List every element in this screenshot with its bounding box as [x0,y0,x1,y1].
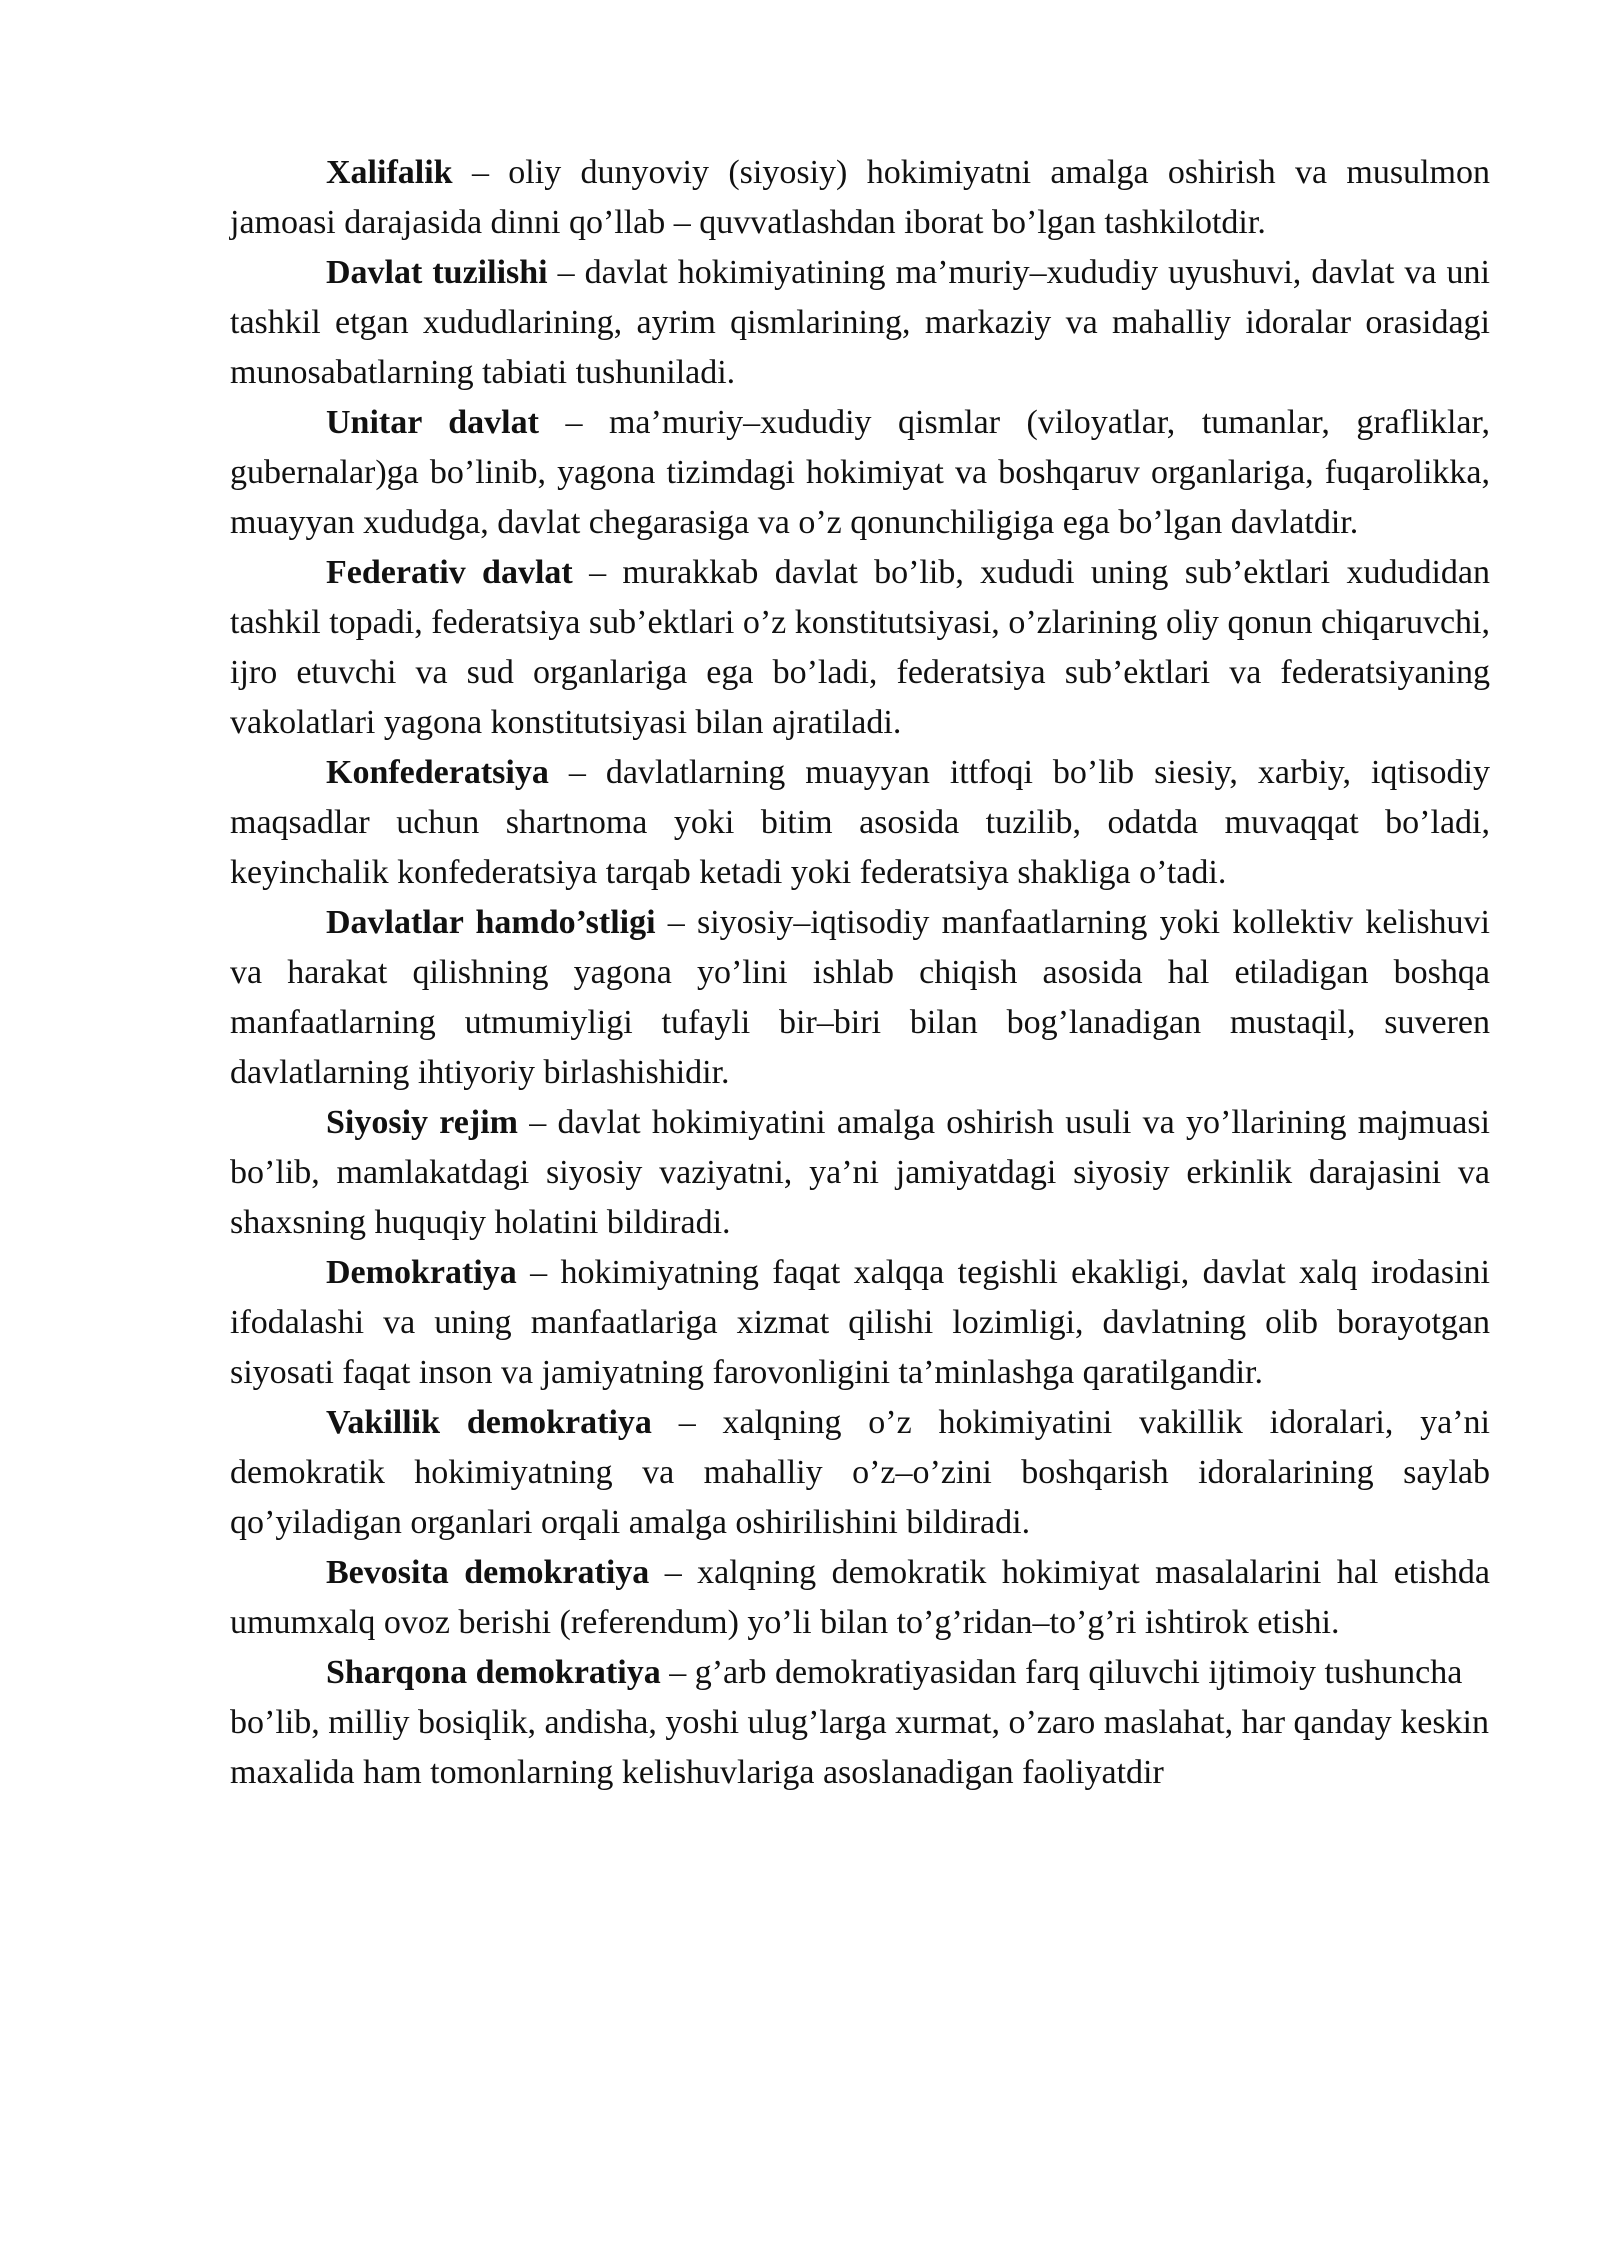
term: Siyosiy rejim [326,1104,518,1141]
term: Vakillik demokratiya [326,1404,652,1441]
definition-bevosita-demokratiya [230,1548,1490,1648]
definition-text: – ma’muriy–xududiy qismlar (viloyatlar, tumanlar, grafliklar, gubernalar)ga bo’linib, yagona tizimdagi hokimiyat va boshqaruv organlariga, fuqarolikka, muayyan xududga, davlat chegarasiga va o’z qonunchiligiga ega bo’lgan davlatdir. [230,404,1490,541]
definition-konfederatsiya [230,748,1490,898]
term: Davlat tuzilishi [326,254,548,291]
definition-vakillik-demokratiya [230,1398,1490,1548]
definition-text: – hokimiyatning faqat xalqqa tegishli ekakligi, davlat xalq irodasini ifodalashi va uning manfaatlariga xizmat qilishi lozimligi, davlatning olib borayotgan siyosati faqat inson va jamiyatning farovonligini ta’minlashga qaratilgandir. [230,1254,1490,1391]
definition-text: – davlat hokimiyatini amalga oshirish usuli va yo’llarining majmuasi bo’lib, mamlakatdagi siyosiy vaziyatni, ya’ni jamiyatdagi siyosiy erkinlik darajasini va shaxsning huquqiy holatini bildiradi. [230,1104,1490,1241]
term: Sharqona demokratiya [326,1654,661,1691]
definition-text: – g’arb demokratiyasidan farq qiluvchi ijtimoiy tushuncha bo’lib, milliy bosiqlik, andisha, yoshi ulug’larga xurmat, o’zaro maslahat, har qanday keskin maxalida ham tomonlarning kelishuvlariga asoslanadigan faoliyatdir [230,1654,1489,1791]
definition-federativ-davlat [230,548,1490,748]
definition-davlatlar-hamdostligi [230,898,1490,1098]
definition-text: – xalqning demokratik hokimiyat masalalarini hal etishda umumxalq ovoz berishi (referendum) yo’li bilan to’g’ridan–to’g’ri ishtirok etishi. [230,1554,1490,1641]
definition-text: – davlatlarning muayyan ittfoqi bo’lib siesiy, xarbiy, iqtisodiy maqsadlar uchun shartnoma yoki bitim asosida tuzilib, odatda muvaqqat bo’ladi, keyinchalik konfederatsiya tarqab ketadi yoki federatsiya shakliga o’tadi. [230,754,1490,891]
definition-text: – oliy dunyoviy (siyosiy) hokimiyatni amalga oshirish va musulmon jamoasi darajasida dinni qo’llab – quvvatlashdan iborat bo’lgan tashkilotdir. [230,154,1490,241]
term: Bevosita demokratiya [326,1554,650,1591]
definition-sharqona-demokratiya [230,1648,1490,1798]
document-page [230,148,1490,1798]
definition-demokratiya [230,1248,1490,1398]
term: Demokratiya [326,1254,517,1291]
definition-davlat-tuzilishi [230,248,1490,398]
definition-text: – xalqning o’z hokimiyatini vakillik idoralari, ya’ni demokratik hokimiyatning va mahalliy o’z–o’zini boshqarish idoralarining saylab qo’yiladigan organlari orqali amalga oshirilishini bildiradi. [230,1404,1490,1541]
definition-siyosiy-rejim [230,1098,1490,1248]
term: Unitar davlat [326,404,539,441]
term: Federativ davlat [326,554,573,591]
definition-text: – siyosiy–iqtisodiy manfaatlarning yoki kollektiv kelishuvi va harakat qilishning yagona yo’lini ishlab chiqish asosida hal etiladigan boshqa manfaatlarning utmumiyligi tufayli bir–biri bilan bog’lanadigan mustaqil, suveren davlatlarning ihtiyoriy birlashishidir. [230,904,1490,1091]
definition-text: – davlat hokimiyatining ma’muriy–xududiy uyushuvi, davlat va uni tashkil etgan xududlarining, ayrim qismlarining, markaziy va mahalliy idoralar orasidagi munosabatlarning tabiati tushuniladi. [230,254,1490,391]
definition-xalifalik [230,148,1490,248]
term: Davlatlar hamdo’stligi [326,904,656,941]
definition-text: – murakkab davlat bo’lib, xududi uning sub’ektlari xududidan tashkil topadi, federatsiya sub’ektlari o’z konstitutsiyasi, o’zlarining oliy qonun chiqaruvchi, ijro etuvchi va sud organlariga ega bo’ladi, federatsiya sub’ektlari va federatsiyaning vakolatlari yagona konstitutsiyasi bilan ajratiladi. [230,554,1490,741]
term: Xalifalik [326,154,453,191]
term: Konfederatsiya [326,754,549,791]
definition-unitar-davlat [230,398,1490,548]
